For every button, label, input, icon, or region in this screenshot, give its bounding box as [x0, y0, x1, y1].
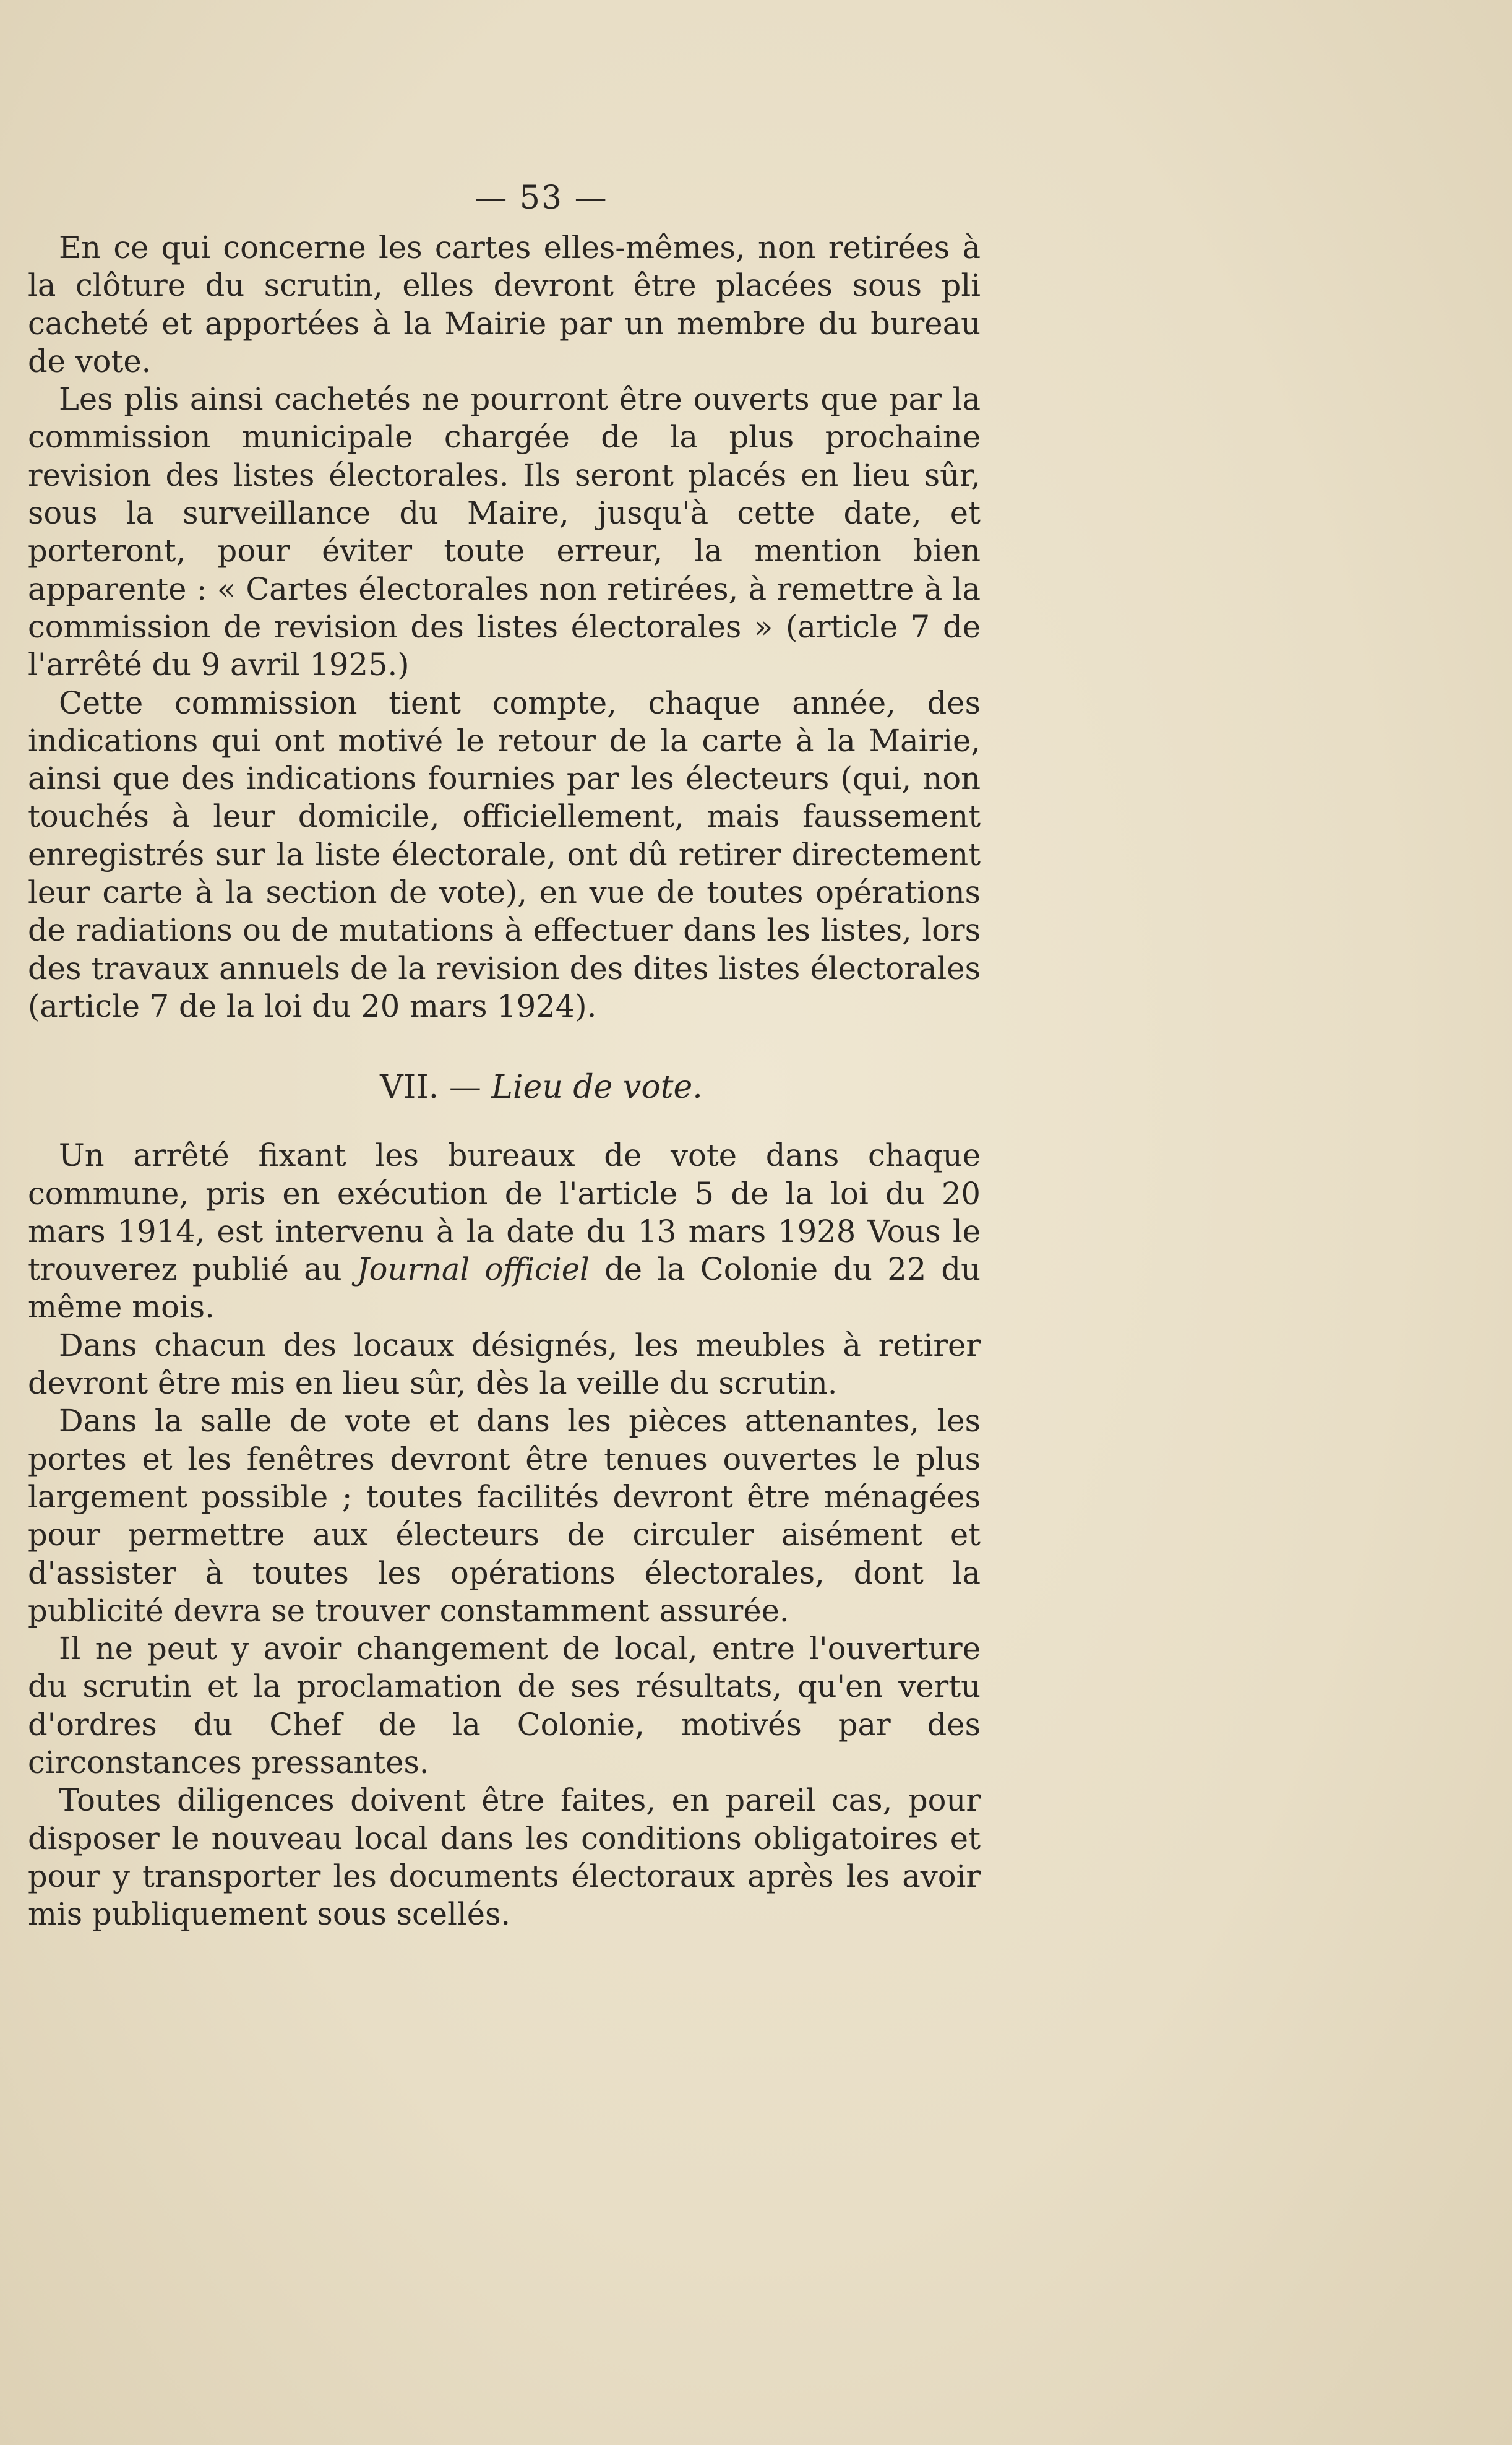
paragraph-cartes-non-retirees: En ce qui concerne les cartes elles-mêmes, non retirées à la clôture du scrutin, elles devront être placées sous pli cacheté et apportées à la Mairie par un membre du bureau de vote. [28, 230, 981, 379]
page-number: — 53 — [475, 179, 608, 217]
section-title: Lieu de vote. [491, 1069, 703, 1106]
section-number: VII. — [380, 1069, 481, 1106]
paragraph-meubles: Dans chacun des locaux désignés, les meubles à retirer devront être mis en lieu sûr, dès la veille du scrutin. [28, 1327, 981, 1402]
paragraph-salle-de-vote: Dans la salle de vote et dans les pièces attenantes, les portes et les fenêtres devront être tenues ouvertes le plus largement possible ; toutes facilités devront être ménagées pour permettre aux électeurs de circuler aisément et d'assister à toutes les opérations électorales, dont la publicité devra se trouver constamment assurée. [28, 1403, 981, 1629]
paragraph-arrete-bureaux [28, 1137, 981, 1326]
paragraph-changement-local: Il ne peut y avoir changement de local, entre l'ouverture du scrutin et la proclamation de ses résultats, qu'en vertu d'ordres du Chef de la Colonie, motivés par des circonstances pressantes. [28, 1631, 981, 1780]
paragraph-plis-cachetes: Les plis ainsi cachetés ne pourront être ouverts que par la commission municipale chargée de la plus prochaine revision des listes électorales. Ils seront placés en lieu sûr, sous la surveillance du Maire, jusqu'à cette date, et porteront, pour éviter toute erreur, la mention bien apparente : « Cartes électorales non retirées, à remettre à la commission de revision des listes électorales » (article 7 de l'arrêté du 9 avril 1925.) [28, 381, 981, 683]
section-heading [28, 1069, 981, 1106]
paragraph-diligences: Toutes diligences doivent être faites, en pareil cas, pour disposer le nouveau local dans les conditions obligatoires et pour y transporter les documents électoraux après les avoir mis publiquement sous scellés. [28, 1782, 981, 1933]
journal-officiel-italic: Journal officiel [356, 1251, 590, 1288]
page-text-block [28, 179, 981, 1933]
paragraph-arrete-text-before: Un arrêté fixant les bureaux de vote dans chaque commune, pris en exécution de l'article 5 de la loi du 20 mars 1914, est intervenu à la date du 13 mars 1928 Vous le trouverez publié au [28, 1137, 981, 1288]
paragraph-arrete-text-after: de la Colonie du 22 du même mois. [28, 1251, 981, 1326]
paragraph-commission: Cette commission tient compte, chaque année, des indications qui ont motivé le retour de la carte à la Mairie, ainsi que des indications fournies par les électeurs (qui, non touchés à leur domicile, officiellement, mais faussement enregistrés sur la liste électorale, ont dû retirer directement leur carte à la section de vote), en vue de toutes opérations de radiations ou de mutations à effectuer dans les listes, lors des travaux annuels de la revision des dites listes électorales (article 7 de la loi du 20 mars 1924). [28, 684, 981, 1024]
